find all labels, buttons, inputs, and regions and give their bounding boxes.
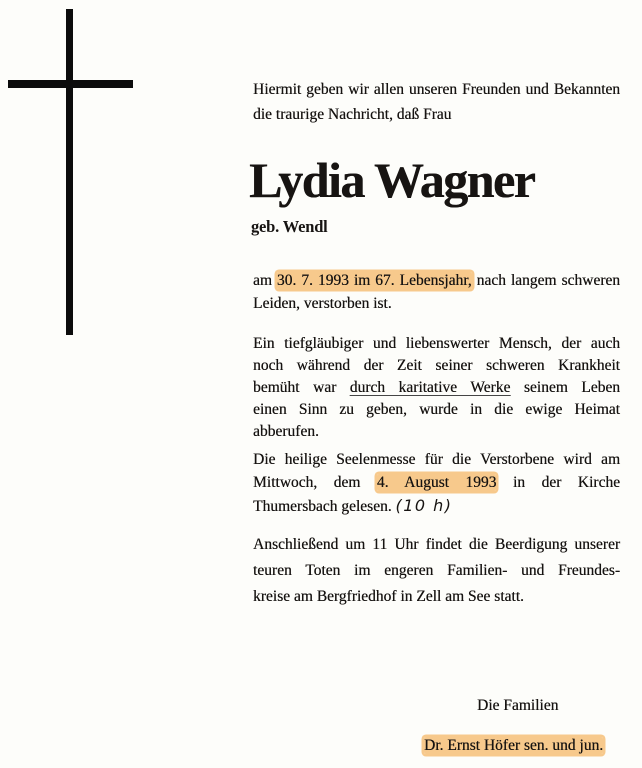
text-segment: Die heilige Seelenmesse für die Verstorbene wird am — [253, 451, 620, 468]
text-segment: kreise am Bergfriedhof in Zell am See statt. — [253, 588, 524, 605]
text-line — [253, 471, 620, 494]
cross-vertical-bar — [66, 9, 73, 335]
paragraph-tribute — [253, 333, 620, 443]
text-line — [253, 448, 620, 471]
text-segment: am — [253, 272, 277, 289]
text-line — [253, 269, 620, 292]
text-segment: abberufen. — [253, 423, 319, 440]
deceased-name: Lydia Wagner — [249, 152, 535, 208]
text-segment: einen Sinn zu geben, wurde in die ewige Heimat — [253, 401, 620, 418]
text-segment: Mittwoch, dem — [253, 474, 377, 491]
text-segment: nach langem schweren — [471, 272, 620, 289]
text-segment: seinem Leben — [510, 379, 620, 396]
handwritten-note: (10 h) — [395, 496, 453, 515]
signature-names — [424, 737, 603, 755]
text-line — [253, 532, 620, 558]
text-line — [253, 333, 620, 355]
paragraph-burial — [253, 532, 620, 610]
highlighted-text: 4. August 1993 — [376, 474, 497, 491]
text-segment: Ein tiefgläubiger und liebenswerter Mensch, der auch — [253, 335, 620, 352]
text-segment: bemüht war — [253, 379, 350, 396]
text-line: die traurige Nachricht, daß Frau — [253, 106, 452, 123]
text-line — [253, 355, 620, 377]
paragraph-requiem-mass — [253, 448, 620, 518]
text-line — [253, 494, 620, 518]
text-line — [253, 377, 620, 399]
text-line — [253, 421, 620, 443]
intro-paragraph — [253, 77, 620, 127]
text-segment: teuren Toten im engeren Familien- und Freundes- — [253, 562, 620, 579]
text-segment: noch während der Zeit seiner schweren Krankheit — [253, 357, 620, 374]
text-line — [253, 558, 620, 584]
text-segment: in der Kirche — [496, 474, 620, 491]
text-segment: Anschließend um 11 Uhr findet die Beerdigung unserer — [253, 536, 620, 553]
text-line — [253, 399, 620, 421]
text-line: Hiermit geben wir allen unseren Freunden und Bekannten — [253, 81, 620, 98]
highlighted-text: Dr. Ernst Höfer sen. und jun. — [424, 737, 604, 754]
highlighted-text: 30. 7. 1993 im 67. Lebensjahr, — [276, 272, 472, 289]
cross-horizontal-bar — [8, 80, 133, 88]
paragraph-death-notice — [253, 269, 620, 315]
underlined-text: durch karitative Werke — [349, 379, 511, 396]
signature-label: Die Familien — [477, 697, 559, 714]
text-line — [253, 292, 620, 315]
maiden-name: geb. Wendl — [251, 217, 328, 236]
text-segment: Leiden, verstorben ist. — [253, 295, 392, 312]
text-line — [253, 584, 620, 610]
text-segment: Thumersbach gelesen. — [253, 498, 396, 515]
